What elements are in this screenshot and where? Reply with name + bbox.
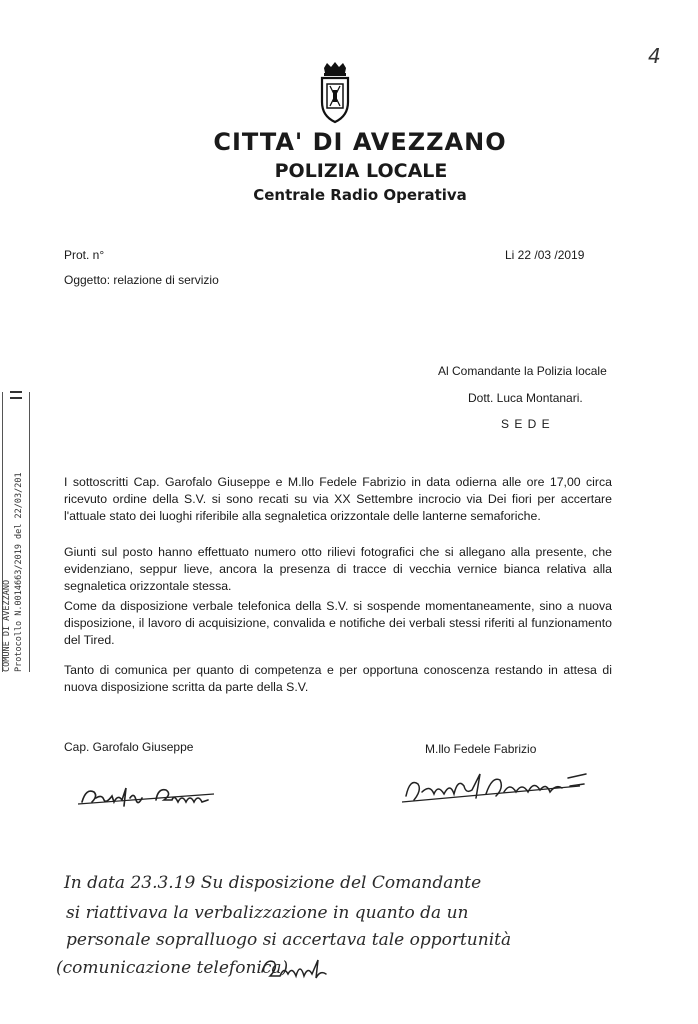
recipient-line-1: Al Comandante la Polizia locale [438,364,607,378]
handwritten-note-line-1: In data 23.3.19 Su disposizione del Comandante [64,873,482,893]
body-paragraph-4: Tanto di comunica per quanto di competenza e per opportuna conoscenza restando in attesa di nuova disposizione scritta da parte della S.V. [64,663,612,694]
page-number: 4 [648,44,661,68]
handwritten-initials [256,952,332,986]
protocol-label: Prot. n° [64,248,105,262]
handwritten-note-line-3: personale sopralluogo si accertava tale opportunità [66,930,512,950]
protocol-stamp [2,392,30,672]
unit-title: Centrale Radio Operativa [253,186,467,204]
signatory-right: M.llo Fedele Fabrizio [425,742,537,756]
signature-right [400,764,590,812]
recipient-line-2: Dott. Luca Montanari. [468,391,583,405]
signatory-left: Cap. Garofalo Giuseppe [64,740,194,754]
department-title: POLIZIA LOCALE [274,160,448,182]
city-crest-icon [318,62,352,124]
body-paragraph-2: Giunti sul posto hanno effettuato numero otto rilievi fotografici che si allegano alla presente, che evidenziano, seppur lieve, ancora la presenza di tracce di vecchia vernice bianca relativa alla segnaletica orizzontale stessa. [64,545,612,593]
subject-line: Oggetto: relazione di servizio [64,273,219,287]
body-paragraph-1: I sottoscritti Cap. Garofalo Giuseppe e M.llo Fedele Fabrizio in data odierna alle ore 17,00 circa ricevuto ordine della S.V. si sono recati su via XX Settembre incrocio via Dei fiori per accertare l'attuale stato dei luoghi riferibile alla segnaletica orizzontale delle lanterne semaforiche. [64,475,612,523]
handwritten-note-line-4: (comunicazione telefonica) [56,958,289,978]
document-date: Li 22 /03 /2019 [505,248,585,262]
stamp-text-2: Protocollo N.0014663/2019 del 22/03/201 [14,472,24,672]
recipient-line-3: S E D E [501,417,551,431]
stamp-text-1: COMUNE DI AVEZZANO [2,579,12,672]
handwritten-note-line-2: si riattivava la verbalizzazione in quanto da un [66,903,469,923]
city-title: CITTA' DI AVEZZANO [213,128,507,156]
body-paragraph-3: Come da disposizione verbale telefonica della S.V. si sospende momentaneamente, sino a nuova disposizione, il lavoro di acquisizione, convalida e notifiche dei verbali stessi riferiti al funzionamento del Tired. [64,599,612,647]
signature-left [78,780,216,816]
